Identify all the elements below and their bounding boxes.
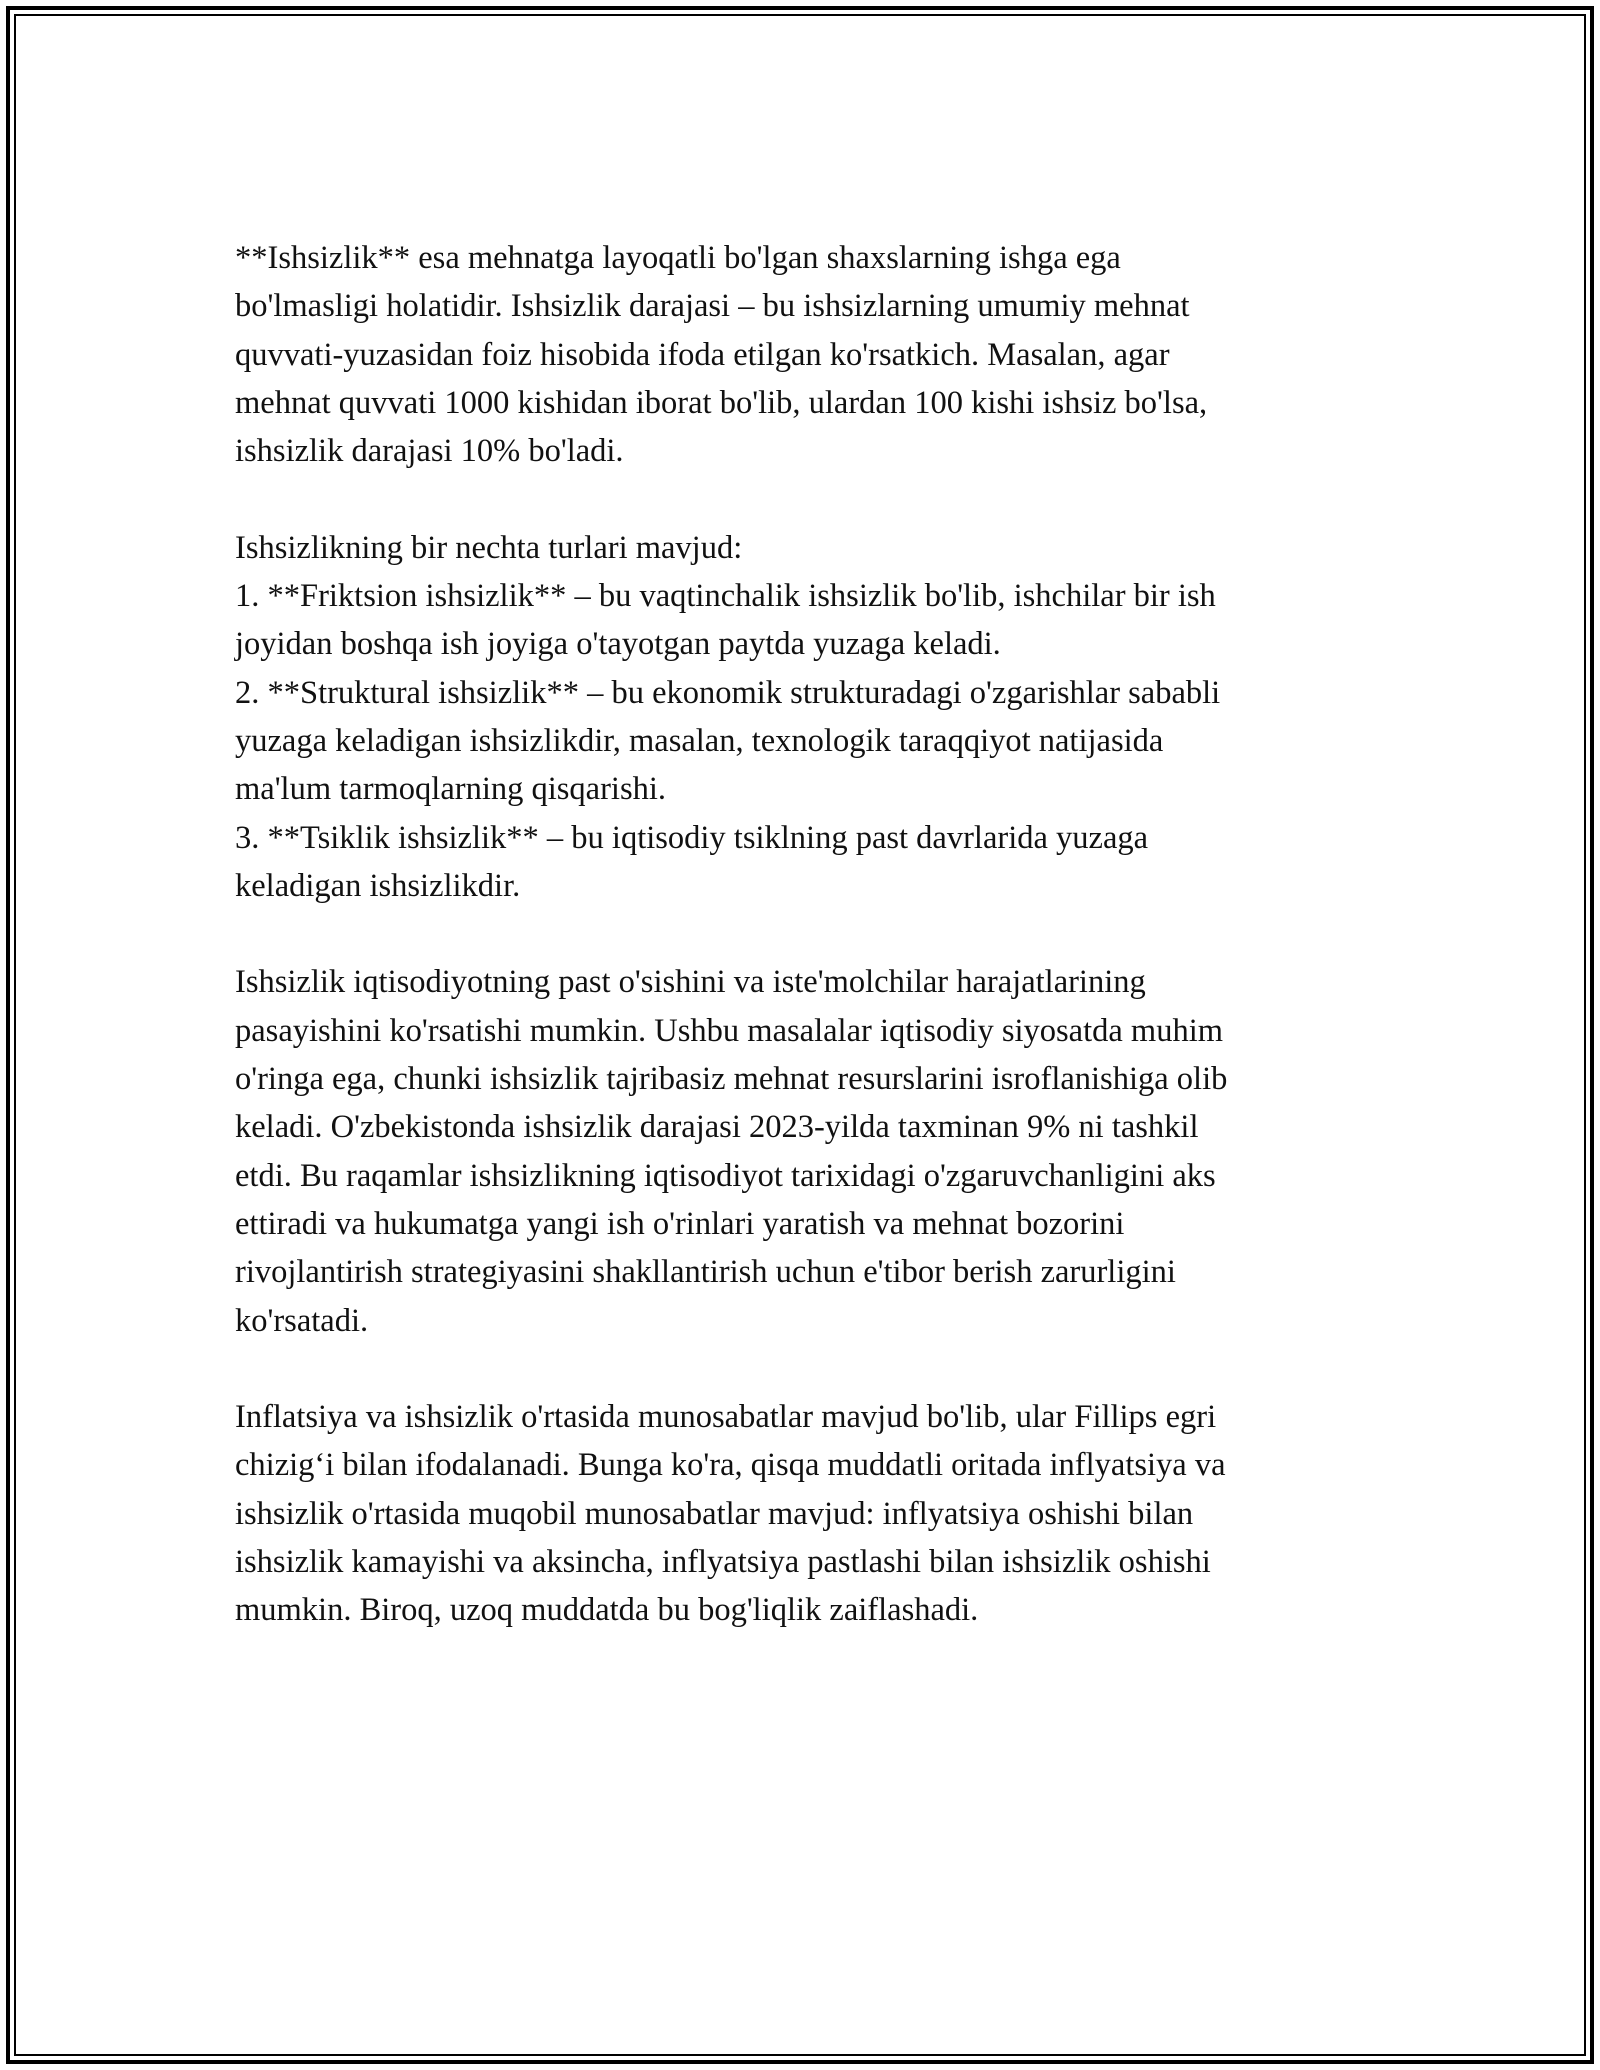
text-line: pasayishini ko'rsatishi mumkin. Ushbu masalalar iqtisodiy siyosatda muhim <box>235 1012 1223 1049</box>
paragraph-economic-impact <box>235 958 1375 1344</box>
text-line: ishsizlik kamayishi va aksincha, inflyatsiya pastlashi bilan ishsizlik oshishi <box>235 1544 1211 1581</box>
text-line: keladi. O'zbekistonda ishsizlik darajasi 2023-yilda taxminan 9% ni tashkil <box>235 1109 1199 1146</box>
text-line: 3. **Tsiklik ishsizlik** – bu iqtisodiy tsiklning past davrlarida yuzaga <box>235 819 1149 856</box>
text-line: mehnat quvvati 1000 kishidan iborat bo'lib, ulardan 100 kishi ishsiz bo'lsa, <box>235 384 1208 421</box>
text-line: ma'lum tarmoqlarning qisqarishi. <box>235 771 666 808</box>
text-line: ettiradi va hukumatga yangi ish o'rinlari yaratish va mehnat bozorini <box>235 1205 1125 1242</box>
text-line: joyidan boshqa ish joyiga o'tayotgan paytda yuzaga keladi. <box>235 626 1001 663</box>
paragraph-unemployment-definition <box>235 234 1375 475</box>
text-line: etdi. Bu raqamlar ishsizlikning iqtisodiyot tarixidagi o'zgaruvchanligini aks <box>235 1157 1216 1194</box>
text-line: o'ringa ega, chunki ishsizlik tajribasiz mehnat resurslarini isroflanishiga olib <box>235 1061 1228 1098</box>
text-line: chizig‘i bilan ifodalanadi. Bunga ko'ra, qisqa muddatli oritada inflyatsiya va <box>235 1447 1226 1484</box>
text-line: Ishsizlik iqtisodiyotning past o'sishini va iste'molchilar harajatlarining <box>235 964 1146 1001</box>
text-line: keladigan ishsizlikdir. <box>235 867 521 904</box>
text-line: quvvati-yuzasidan foiz hisobida ifoda etilgan ko'rsatkich. Masalan, agar <box>235 336 1170 373</box>
text-line: mumkin. Biroq, uzoq muddatda bu bog'liqlik zaiflashadi. <box>235 1592 979 1629</box>
text-line: bo'lmasligi holatidir. Ishsizlik darajasi – bu ishsizlarning umumiy mehnat <box>235 288 1190 325</box>
text-line: **Ishsizlik** esa mehnatga layoqatli bo'lgan shaxslarning ishga ega <box>235 240 1121 276</box>
paragraph-unemployment-types <box>235 524 1375 910</box>
text-line: Ishsizlikning bir nechta turlari mavjud: <box>235 529 743 566</box>
text-line: ko'rsatadi. <box>235 1302 369 1339</box>
document-body <box>235 234 1375 1683</box>
text-line: ishsizlik o'rtasida muqobil munosabatlar mavjud: inflyatsiya oshishi bilan <box>235 1495 1194 1532</box>
text-line: Inflatsiya va ishsizlik o'rtasida munosabatlar mavjud bo'lib, ular Fillips egri <box>235 1399 1217 1436</box>
text-line: 1. **Friktsion ishsizlik** – bu vaqtinchalik ishsizlik bo'lib, ishchilar bir ish <box>235 578 1216 615</box>
text-line: 2. **Struktural ishsizlik** – bu ekonomik strukturadagi o'zgarishlar sababli <box>235 674 1221 711</box>
text-line: yuzaga keladigan ishsizlikdir, masalan, texnologik taraqqiyot natijasida <box>235 722 1164 759</box>
paragraph-phillips-curve <box>235 1393 1375 1634</box>
text-line: ishsizlik darajasi 10% bo'ladi. <box>235 433 624 470</box>
text-line: rivojlantirish strategiyasini shakllantirish uchun e'tibor berish zarurligini <box>235 1254 1176 1291</box>
